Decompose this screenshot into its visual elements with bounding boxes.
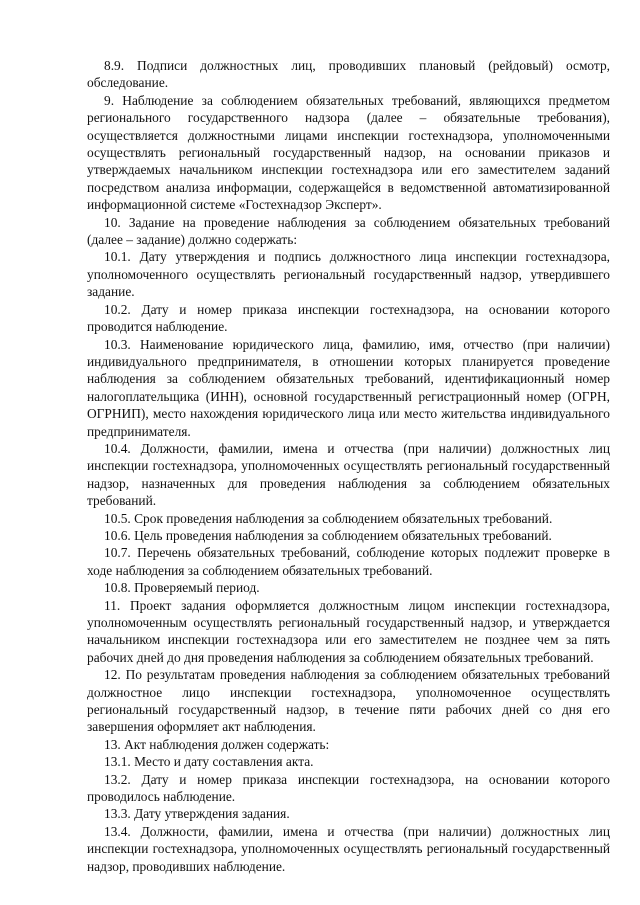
paragraph-8-9: 8.9. Подписи должностных лиц, проводивших плановый (рейдовый) осмотр, обследование. (87, 58, 610, 91)
paragraph-12: 12. По результатам проведения наблюдения за соблюдением обязательных требований должностное лицо инспекции гостехнадзора, уполномоченное осуществлять региональный государственный надзор, в течение пяти рабочих дней со дня его завершения оформляет акт наблюдения. (87, 667, 610, 735)
paragraph-10-2: 10.2. Дату и номер приказа инспекции гостехнадзора, на основании которого проводится наблюдение. (87, 301, 610, 335)
paragraph-11: 11. Проект задания оформляется должностным лицом инспекции гостехнадзора, уполномоченным осуществлять региональный государственный надзор, и утверждается начальником инспекции гостехнадзора или его заместителем не позднее чем за пять рабочих дней до дня проведения наблюдения за соблюдением обязательных требований. (87, 597, 610, 665)
paragraph-13-2: 13.2. Дату и номер приказа инспекции гостехнадзора, на основании которого проводилось наблюдение. (87, 771, 610, 805)
paragraph-10-7: 10.7. Перечень обязательных требований, соблюдение которых подлежит проверке в ходе наблюдения за соблюдением обязательных требований. (87, 545, 610, 578)
paragraph-10-8: 10.8. Проверяемый период. (104, 580, 260, 596)
paragraph-10-4: 10.4. Должности, фамилии, имена и отчества (при наличии) должностных лиц инспекции гостехнадзора, уполномоченных осуществлять региональный государственный надзор, назначенных для проведения наблюдения за соблюдением обязательных требований. (87, 440, 610, 509)
paragraph-10: 10. Задание на проведение наблюдения за соблюдением обязательных требований (далее – задание) должно содержать: (87, 214, 610, 248)
paragraph-13: 13. Акт наблюдения должен содержать: (104, 736, 330, 752)
paragraph-10-6: 10.6. Цель проведения наблюдения за соблюдением обязательных требований. (104, 527, 552, 543)
paragraph-13-1: 13.1. Место и дату составления акта. (104, 754, 314, 770)
paragraph-10-1: 10.1. Дату утверждения и подпись должностного лица инспекции гостехнадзора, уполномоченного осуществлять региональный государственный надзор, утвердившего задание. (87, 249, 610, 300)
paragraph-13-4: 13.4. Должности, фамилии, имена и отчества (при наличии) должностных лиц инспекции гостехнадзора, уполномоченных осуществлять региональный государственный надзор, проводивших наблюдение. (87, 823, 610, 874)
paragraph-10-3: 10.3. Наименование юридического лица, фамилию, имя, отчество (при наличии) индивидуального предпринимателя, в отношении которых планируется проведение наблюдения за соблюдением обязательных требований, идентификационный номер налогоплательщика (ИНН), основной государственный регистрационный номер (ОГРН, ОГРНИП), место нахождения юридического лица или место жительства индивидуального предпринимателя. (87, 336, 610, 439)
paragraph-9: 9. Наблюдение за соблюдением обязательных требований, являющихся предметом регионального государственного надзора (далее – обязательные требования), осуществляется должностными лицами инспекции гостехнадзора, уполномоченными осуществлять региональный государственный надзор, на основании приказов и утверждаемых начальником инспекции гостехнадзора или его заместителем заданий посредством анализа информации, содержащейся в ведомственной автоматизированной информационной системе «Гостехнадзор Эксперт». (87, 92, 610, 213)
document-page (87, 57, 610, 875)
paragraph-10-5: 10.5. Срок проведения наблюдения за соблюдением обязательных требований. (104, 510, 553, 526)
paragraph-13-3: 13.3. Дату утверждения задания. (104, 806, 290, 822)
